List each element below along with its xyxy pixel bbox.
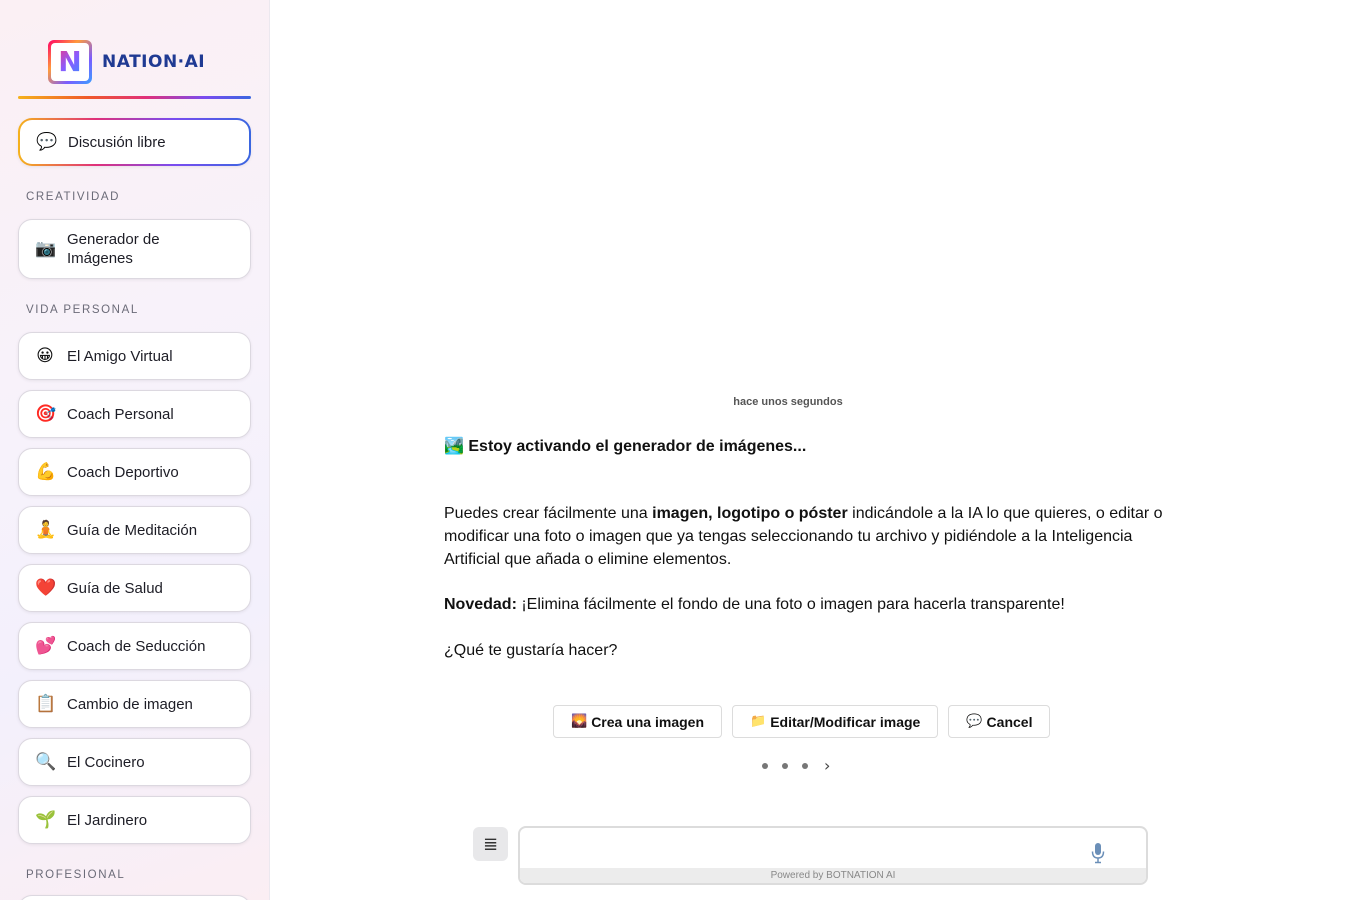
carousel-dot[interactable] [802, 763, 808, 769]
section-heading-creatividad: CREATIVIDAD [26, 191, 121, 203]
sidebar-item-label: El Jardinero [67, 811, 148, 829]
menu-icon[interactable]: ≣ [473, 827, 508, 861]
brand-name: NATION·AI [102, 52, 206, 72]
sidebar-item-coach-seduccion[interactable] [18, 622, 251, 670]
sidebar-item-cocinero[interactable] [18, 738, 251, 786]
create-image-button[interactable]: 🌄 Crea una imagen [553, 705, 722, 738]
message-input[interactable] [530, 834, 1080, 868]
sidebar-item-generador-imagenes[interactable] [18, 219, 251, 279]
sidebar-item-cambio-imagen[interactable] [18, 680, 251, 728]
sidebar-item-partial[interactable] [18, 895, 251, 900]
sidebar-item-guia-meditacion[interactable] [18, 506, 251, 554]
sunrise-icon: 🌄 [571, 714, 588, 729]
section-heading-vida-personal: VIDA PERSONAL [26, 304, 139, 316]
sidebar-item-label: Cambio de imagen [67, 695, 193, 713]
speech-bubble-icon: 💬 [966, 714, 983, 729]
heart-icon: ❤️ [35, 578, 57, 598]
clipboard-icon: 📋 [35, 694, 57, 714]
sidebar-item-coach-personal[interactable] [18, 390, 251, 438]
brand-logo[interactable] [48, 40, 205, 84]
two-hearts-icon: 💕 [35, 636, 57, 656]
landscape-icon: 🏞️ [444, 436, 464, 455]
bot-message [444, 434, 1164, 662]
meditation-icon: 🧘 [35, 520, 57, 540]
sidebar [0, 0, 270, 900]
sidebar-item-label: Discusión libre [68, 133, 166, 151]
divider [18, 96, 251, 99]
message-heading [444, 434, 1164, 458]
sidebar-item-label: Generador de Imágenes [67, 231, 160, 267]
sidebar-item-discusion-libre[interactable] [18, 118, 251, 166]
sidebar-item-coach-deportivo[interactable] [18, 448, 251, 496]
magnifier-icon: 🔍 [35, 752, 57, 772]
powered-by-label: Powered by BOTNATION AI [520, 868, 1146, 883]
carousel-dot[interactable] [762, 763, 768, 769]
smiley-icon: 😀 [36, 346, 54, 366]
sidebar-item-label: El Amigo Virtual [67, 347, 173, 365]
logo-icon: N [48, 40, 92, 84]
microphone-icon[interactable] [1090, 842, 1106, 864]
plant-icon: 🌱 [35, 810, 57, 830]
target-icon: 🎯 [35, 404, 57, 424]
sidebar-item-label: Guía de Meditación [67, 521, 198, 539]
carousel-pagination [762, 758, 830, 774]
sidebar-item-guia-salud[interactable] [18, 564, 251, 612]
chevron-right-icon[interactable]: › [824, 756, 831, 775]
message-question: ¿Qué te gustaría hacer? [444, 642, 618, 659]
quick-replies [553, 705, 1050, 738]
message-timestamp: hace unos segundos [733, 396, 843, 408]
message-paragraph: Novedad: ¡Elimina fácilmente el fondo de una foto o imagen para hacerla transparente! [444, 596, 1065, 613]
sidebar-item-label: Coach Deportivo [67, 463, 179, 481]
section-heading-profesional: PROFESIONAL [26, 869, 126, 881]
cancel-button[interactable]: 💬 Cancel [948, 705, 1050, 738]
sidebar-item-label: Guía de Salud [67, 579, 163, 597]
sidebar-item-label: Coach Personal [67, 405, 174, 423]
sidebar-item-amigo-virtual[interactable] [18, 332, 251, 380]
sidebar-item-jardinero[interactable] [18, 796, 251, 844]
edit-image-button[interactable]: 📁 Editar/Modificar image [732, 705, 938, 738]
camera-icon: 📷 [35, 239, 57, 259]
speech-bubble-icon: 💬 [36, 132, 58, 152]
folder-icon: 📁 [750, 714, 767, 729]
sidebar-item-label: Coach de Seducción [67, 637, 206, 655]
carousel-dot[interactable] [782, 763, 788, 769]
composer [518, 826, 1148, 885]
message-heading-text: Estoy activando el generador de imágenes... [468, 438, 807, 455]
flexed-biceps-icon: 💪 [35, 462, 57, 482]
message-paragraph: Puedes crear fácilmente una imagen, logotipo o póster indicándole a la IA lo que quieres, o editar o modificar una foto o imagen que ya tengas seleccionando tu archivo y pidiéndole a la Inteligencia Artificial que añada o elimine elementos. [444, 505, 1163, 568]
sidebar-item-label: El Cocinero [67, 753, 145, 771]
